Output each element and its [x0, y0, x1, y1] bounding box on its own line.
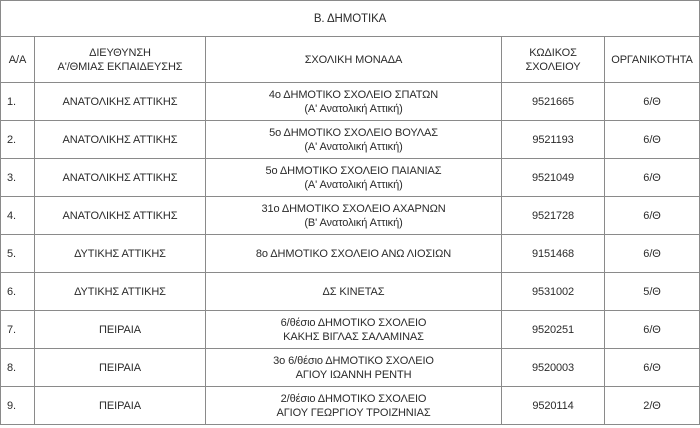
school-unit-line2: (Β' Ανατολική Αττική) [304, 216, 403, 229]
header-direction-line2: Α'/ΘΜΙΑΣ ΕΚΠΑΙΔΕΥΣΗΣ [57, 60, 183, 73]
row-organic: 6/Θ [605, 197, 700, 235]
table-row [1, 273, 700, 311]
row-school-unit [206, 273, 502, 311]
school-unit-line2: ΑΓΙΟΥ ΙΩΑΝΝΗ ΡΕΝΤΗ [295, 368, 412, 381]
row-number: 5. [1, 235, 35, 273]
header-direction-line1: ΔΙΕΥΘΥΝΣΗ [89, 46, 151, 59]
row-school-unit [206, 121, 502, 159]
header-aa: Α/Α [1, 37, 35, 83]
row-organic: 2/Θ [605, 387, 700, 425]
school-unit-line1: ΔΣ ΚΙΝΕΤΑΣ [322, 285, 385, 298]
table-row [1, 235, 700, 273]
row-school-code: 9521193 [502, 121, 605, 159]
school-unit-line1: 4ο ΔΗΜΟΤΙΚΟ ΣΧΟΛΕΙΟ ΣΠΑΤΩΝ [268, 88, 439, 101]
row-organic: 6/Θ [605, 349, 700, 387]
row-direction: ΠΕΙΡΑΙΑ [35, 311, 206, 349]
row-school-unit [206, 387, 502, 425]
row-number: 8. [1, 349, 35, 387]
table-row [1, 159, 700, 197]
row-school-code: 9531002 [502, 273, 605, 311]
school-unit-line2: ΑΓΙΟΥ ΓΕΩΡΓΙΟΥ ΤΡΟΙΖΗΝΙΑΣ [276, 406, 431, 419]
row-direction: ΠΕΙΡΑΙΑ [35, 387, 206, 425]
row-direction: ΑΝΑΤΟΛΙΚΗΣ ΑΤΤΙΚΗΣ [35, 121, 206, 159]
section-title: Β. ΔΗΜΟΤΙΚΑ [1, 1, 700, 37]
table-row [1, 311, 700, 349]
row-organic: 6/Θ [605, 159, 700, 197]
row-school-unit [206, 83, 502, 121]
school-unit-line1: 31ο ΔΗΜΟΤΙΚΟ ΣΧΟΛΕΙΟ ΑΧΑΡΝΩΝ [261, 202, 446, 215]
row-organic: 6/Θ [605, 235, 700, 273]
school-unit-line1: 5ο ΔΗΜΟΤΙΚΟ ΣΧΟΛΕΙΟ ΒΟΥΛΑΣ [269, 126, 438, 139]
row-direction: ΑΝΑΤΟΛΙΚΗΣ ΑΤΤΙΚΗΣ [35, 83, 206, 121]
row-number: 1. [1, 83, 35, 121]
header-direction [35, 37, 206, 83]
row-direction: ΠΕΙΡΑΙΑ [35, 349, 206, 387]
table-row [1, 121, 700, 159]
header-code [502, 37, 605, 83]
row-number: 4. [1, 197, 35, 235]
row-organic: 6/Θ [605, 311, 700, 349]
school-unit-line2: (Α' Ανατολική Αττική) [304, 178, 403, 191]
row-school-code: 9520251 [502, 311, 605, 349]
header-organic: ΟΡΓΑΝΙΚΟΤΗΤΑ [605, 37, 700, 83]
header-row [1, 37, 700, 83]
row-direction: ΑΝΑΤΟΛΙΚΗΣ ΑΤΤΙΚΗΣ [35, 197, 206, 235]
row-number: 9. [1, 387, 35, 425]
row-school-code: 9521049 [502, 159, 605, 197]
row-direction: ΑΝΑΤΟΛΙΚΗΣ ΑΤΤΙΚΗΣ [35, 159, 206, 197]
row-number: 6. [1, 273, 35, 311]
school-unit-line1: 2/θέσιο ΔΗΜΟΤΙΚΟ ΣΧΟΛΕΙΟ [280, 392, 427, 405]
school-unit-line2: (Α' Ανατολική Αττική) [304, 102, 403, 115]
row-organic: 6/Θ [605, 83, 700, 121]
row-school-unit [206, 235, 502, 273]
row-direction: ΔΥΤΙΚΗΣ ΑΤΤΙΚΗΣ [35, 273, 206, 311]
header-code-line2: ΣΧΟΛΕΙΟΥ [525, 60, 581, 73]
row-school-code: 9521728 [502, 197, 605, 235]
header-code-line1: ΚΩΔΙΚΟΣ [529, 46, 577, 59]
school-unit-line2: ΚΑΚΗΣ ΒΙΓΛΑΣ ΣΑΛΑΜΙΝΑΣ [283, 330, 424, 343]
school-unit-line1: 6/θέσιο ΔΗΜΟΤΙΚΟ ΣΧΟΛΕΙΟ [280, 316, 427, 329]
row-school-unit [206, 159, 502, 197]
school-unit-line1: 5ο ΔΗΜΟΤΙΚΟ ΣΧΟΛΕΙΟ ΠΑΙΑΝΙΑΣ [265, 164, 442, 177]
row-direction: ΔΥΤΙΚΗΣ ΑΤΤΙΚΗΣ [35, 235, 206, 273]
school-unit-line2: (Α' Ανατολική Αττική) [304, 140, 403, 153]
row-school-unit [206, 197, 502, 235]
table-row [1, 83, 700, 121]
header-school-unit: ΣΧΟΛΙΚΗ ΜΟΝΑΔΑ [206, 37, 502, 83]
row-organic: 6/Θ [605, 121, 700, 159]
row-organic: 5/Θ [605, 273, 700, 311]
row-number: 3. [1, 159, 35, 197]
row-school-unit [206, 349, 502, 387]
table-row [1, 197, 700, 235]
row-number: 2. [1, 121, 35, 159]
row-school-unit [206, 311, 502, 349]
table-row [1, 387, 700, 425]
row-school-code: 9520114 [502, 387, 605, 425]
school-unit-line1: 3ο 6/θέσιο ΔΗΜΟΤΙΚΟ ΣΧΟΛΕΙΟ [273, 354, 434, 367]
row-school-code: 9521665 [502, 83, 605, 121]
row-number: 7. [1, 311, 35, 349]
table-row [1, 349, 700, 387]
row-school-code: 9520003 [502, 349, 605, 387]
row-school-code: 9151468 [502, 235, 605, 273]
section-title-row [1, 1, 700, 37]
school-unit-line1: 8ο ΔΗΜΟΤΙΚΟ ΣΧΟΛΕΙΟ ΑΝΩ ΛΙΟΣΙΩΝ [255, 247, 452, 260]
